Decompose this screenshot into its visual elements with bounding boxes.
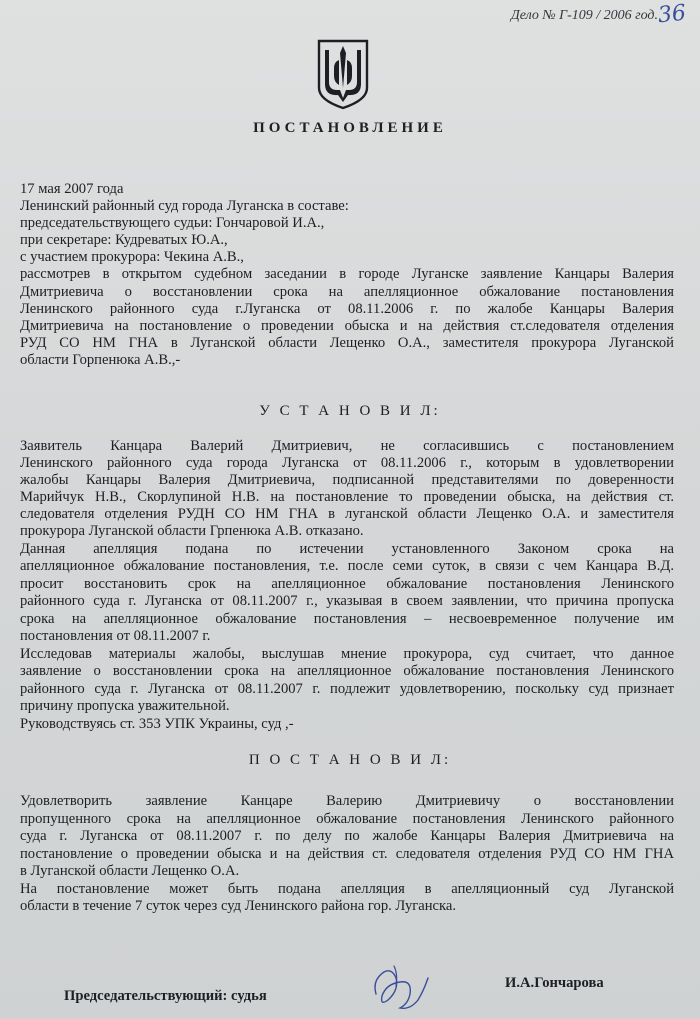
handwritten-signature-icon [366,960,436,1016]
document-title: ПОСТАНОВЛЕНИЕ [253,120,447,136]
text-line: просит восстановить срок на апелляционное обжалование постановления Ленинского [20,576,674,592]
presiding-judge: председательствующего судьи: Гончаровой И.А., [20,215,325,231]
text-line: постановления от 08.11.2007 г. [20,628,211,644]
text-line: в Луганской области Лещенко О.А. [20,863,240,879]
text-line: области в течение 7 суток через суд Ленинского района гор. Луганска. [20,898,456,914]
text-line: Дмитриевича о восстановлении срока на апелляционное обжалование постановления [20,284,674,300]
handwritten-page-number: 36 [656,0,688,29]
section-heading-resolved: П О С Т А Н О В И Л: [248,752,452,768]
text-line: Дмитриевича на постановление о проведении обыска и на действия ст.следователя отделения [20,318,674,334]
prosecutor: с участием прокурора: Чекина А.В., [20,249,244,265]
text-line: рассмотрев в открытом судебном заседании в городе Луганске заявление Канцары Валерия [20,266,674,282]
text-line: На постановление может быть подана апелляция в апелляционный суд Луганской [20,881,674,897]
decision-date: 17 мая 2007 года [20,181,124,197]
section-heading-established: У С Т А Н О В И Л: [259,403,441,419]
text-line: причину пропуска уважительной. [20,698,230,714]
text-line: Руководствуясь ст. 353 УПК Украины, суд ,- [20,716,294,732]
text-line: апелляционное обжалование постановления, т.е. после семи суток, в связи с чем Канцара В.Д. [20,558,674,574]
secretary: при секретаре: Кудреватых Ю.А., [20,232,228,248]
text-line: прокурора Луганской области Грпенюка А.В. отказано. [20,523,364,539]
case-number: Дело № Г-109 / 2006 год. [510,8,658,23]
trident-emblem-icon [315,38,371,110]
text-line: Ленинского районного суда города Луганска от 08.11.2006 г., которым в удовлетворении [20,455,674,471]
text-line: Удовлетворить заявление Канцаре Валерию Дмитриевичу о восстановлении [20,793,674,809]
text-line: районного суда г. Луганска от 08.11.2007 г., указывая в своем заявлении, что причина пропуска [20,593,674,609]
text-line: жалобы Канцары Валерия Дмитриевича, подписанной представителями по доверенности [20,472,674,488]
text-line: заявление о восстановлении срока на апелляционное обжалование постановления Ленинского [20,663,674,679]
text-line: Ленинского районного суда г.Луганска от 08.11.2006 г. по жалобе Канцары Валерия [20,301,674,317]
text-line: Исследовав материалы жалобы, выслушав мнение прокурора, суд считает, что данное [20,646,674,662]
text-line: районного суда г. Луганска от 08.11.2007 г. подлежит удовлетворению, поскольку суд признает [20,681,674,697]
text-line: постановление о проведении обыска и на действия ст. следователя отделения РУД СО НМ ГНА [20,846,674,862]
text-line: срока на апелляционное обжалование постановления – несвоевременное получение им [20,611,674,627]
text-line: Заявитель Канцара Валерий Дмитриевич, не согласившись с постановлением [20,438,674,454]
text-line: области Горпенюка А.В.,- [20,352,181,368]
court-composition: Ленинский районный суд города Луганска в составе: [20,198,349,214]
text-line: пропущенного срока на апелляционное обжалование постановления Ленинского районного [20,811,674,827]
text-line: следователя отделения РУДН СО НМ ГНА в луганской области Лещенко О.А. и заместителя [20,506,674,522]
judge-name: И.А.Гончарова [505,975,604,991]
text-line: суда г. Луганска от 08.11.2007 г. по делу по жалобе Канцары Валерия Дмитриевича на [20,828,674,844]
text-line: РУД СО НМ ГНА в Луганской области Лещенко О.А., заместителя прокурора Луганской [20,335,674,351]
text-line: Данная апелляция подана по истечении установленного Законом срока на [20,541,674,557]
signer-role: Председательствующий: судья [64,988,267,1004]
text-line: Марийчук Н.В., Скорлупиной Н.В. на постановление то проведении обыска, на действия ст. [20,489,674,505]
